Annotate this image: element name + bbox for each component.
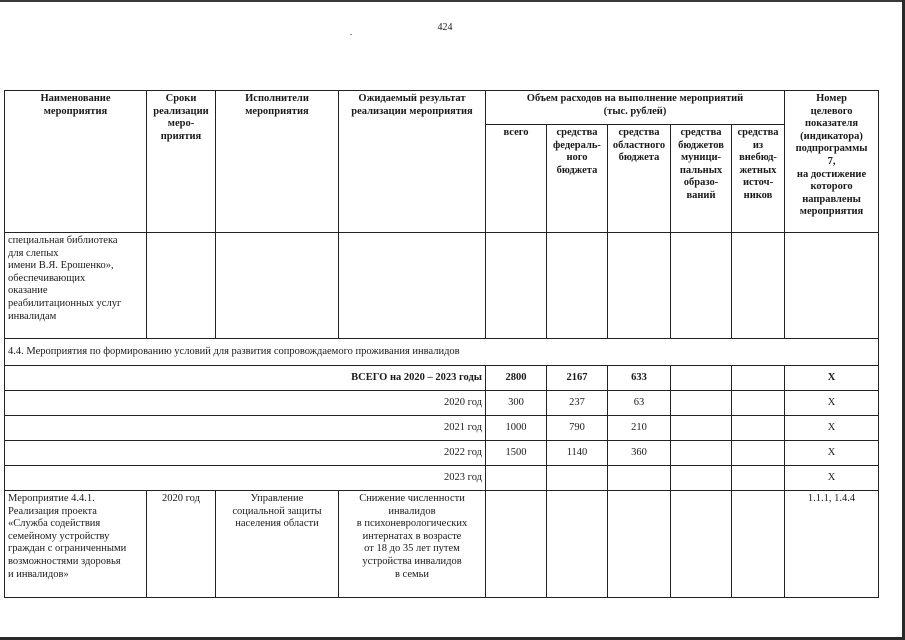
year-row — [5, 441, 879, 466]
measure-row — [5, 491, 879, 598]
header-executors: Исполнители мероприятия — [216, 91, 339, 233]
empty-cell — [486, 233, 547, 339]
empty-cell — [216, 233, 339, 339]
empty-cell — [147, 233, 216, 339]
empty-cell — [547, 491, 608, 598]
year-federal: 237 — [547, 391, 608, 416]
scan-speck — [350, 34, 352, 35]
empty-cell — [608, 233, 671, 339]
empty-cell — [732, 491, 785, 598]
year-total — [486, 466, 547, 491]
scan-top-edge — [0, 0, 905, 2]
year-extrabudget — [732, 391, 785, 416]
year-label: 2022 год — [5, 441, 486, 466]
table-header-row — [5, 91, 879, 125]
total-regional: 633 — [608, 366, 671, 391]
header-municipal: средства бюджетов муници- пальных образо- ваний — [671, 125, 732, 233]
section-row — [5, 339, 879, 366]
header-federal: средства федераль- ного бюджета — [547, 125, 608, 233]
year-row — [5, 391, 879, 416]
year-municipal — [671, 416, 732, 441]
table-row-continuation — [5, 233, 879, 339]
empty-cell — [785, 233, 879, 339]
measure-executors: Управление социальной защиты населения области — [216, 491, 339, 598]
year-total: 300 — [486, 391, 547, 416]
year-federal: 1140 — [547, 441, 608, 466]
year-regional: 360 — [608, 441, 671, 466]
header-regional: средства областного бюджета — [608, 125, 671, 233]
empty-cell — [547, 233, 608, 339]
header-total: всего — [486, 125, 547, 233]
year-label: 2021 год — [5, 416, 486, 441]
measure-indicator: 1.1.1, 1.4.4 — [785, 491, 879, 598]
year-regional: 63 — [608, 391, 671, 416]
section-title: 4.4. Мероприятия по формированию условий для развития сопровождаемого проживания инвалидов — [5, 339, 879, 366]
year-regional: 210 — [608, 416, 671, 441]
year-extrabudget — [732, 416, 785, 441]
year-regional — [608, 466, 671, 491]
measure-name: Мероприятие 4.4.1. Реализация проекта «Служба содействия семейному устройству граждан с ограниченными возможностями здоровья и инвалидов» — [5, 491, 147, 598]
measure-result: Снижение численности инвалидов в психоневрологических интернатах в возрасте от 18 до 35 лет путем устройства инвалидов в семьи — [339, 491, 486, 598]
empty-cell — [671, 233, 732, 339]
header-volume: Объем расходов на выполнение мероприятий (тыс. рублей) — [486, 91, 785, 125]
empty-cell — [671, 491, 732, 598]
year-indicator: Х — [785, 441, 879, 466]
empty-cell — [732, 233, 785, 339]
year-municipal — [671, 441, 732, 466]
year-total: 1500 — [486, 441, 547, 466]
year-federal: 790 — [547, 416, 608, 441]
year-municipal — [671, 466, 732, 491]
year-extrabudget — [732, 466, 785, 491]
header-name: Наименование мероприятия — [5, 91, 147, 233]
total-sum: 2800 — [486, 366, 547, 391]
year-indicator: Х — [785, 391, 879, 416]
total-extrabudget — [732, 366, 785, 391]
year-label: 2023 год — [5, 466, 486, 491]
total-federal: 2167 — [547, 366, 608, 391]
header-result: Ожидаемый результат реализации мероприятия — [339, 91, 486, 233]
year-row — [5, 416, 879, 441]
header-term: Сроки реализации меро- приятия — [147, 91, 216, 233]
empty-cell — [339, 233, 486, 339]
total-indicator: Х — [785, 366, 879, 391]
year-indicator: Х — [785, 466, 879, 491]
continuation-name: специальная библиотека для слепых имени В.Я. Ерошенко», обеспечивающих оказание реабилитационных услуг инвалидам — [5, 233, 147, 339]
year-federal — [547, 466, 608, 491]
year-total: 1000 — [486, 416, 547, 441]
budget-table — [4, 90, 879, 598]
total-row — [5, 366, 879, 391]
total-municipal — [671, 366, 732, 391]
measure-term: 2020 год — [147, 491, 216, 598]
year-extrabudget — [732, 441, 785, 466]
header-indicator: Номер целевого показателя (индикатора) подпрограммы 7, на достижение которого направлены мероприятия — [785, 91, 879, 233]
page-number: 424 — [437, 22, 453, 33]
year-row — [5, 466, 879, 491]
header-extrabudget: средства из внебюд- жетных источ- ников — [732, 125, 785, 233]
empty-cell — [608, 491, 671, 598]
empty-cell — [486, 491, 547, 598]
total-label: ВСЕГО на 2020 – 2023 годы — [5, 366, 486, 391]
year-label: 2020 год — [5, 391, 486, 416]
year-municipal — [671, 391, 732, 416]
year-indicator: Х — [785, 416, 879, 441]
